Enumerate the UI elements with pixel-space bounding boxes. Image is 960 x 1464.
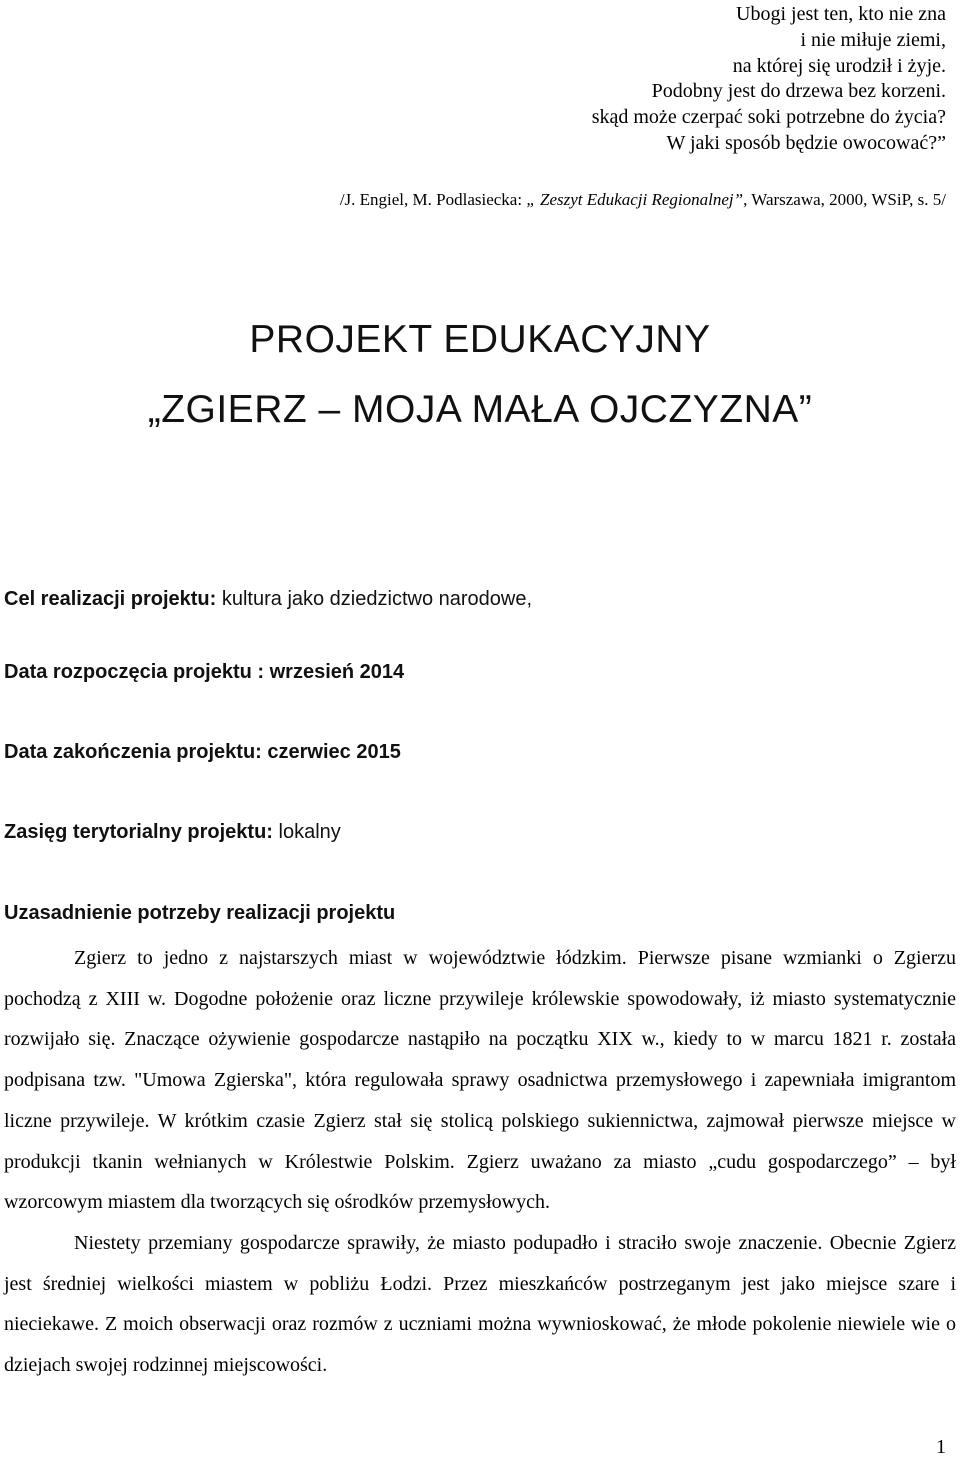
justification-text <box>4 938 956 1386</box>
citation-prefix: /J. Engiel, M. Podlasiecka: <box>339 190 527 209</box>
field-goal-value: kultura jako dziedzictwo narodowe, <box>216 588 533 610</box>
paragraph: Zgierz to jedno z najstarszych miast w województwie łódzkim. Pierwsze pisane wzmianki o Zgierzu pochodzą z XIII w. Dogodne położenie oraz liczne przywileje królewskie spowodowały, iż miasto systematycznie rozwijało się. Znaczące ożywienie gospodarcze nastąpiło na początku XIX w., kiedy to w marcu 1821 r. została podpisana tzw. "Umowa Zgierska", która regulowała sprawy osadnictwa przemysłowego i zapewniała imigrantom liczne przywileje. W krótkim czasie Zgierz stał się stolicą polskiego sukiennictwa, zajmował pierwsze miejsce w produkcji tkanin wełnianych w Królestwie Polskim. Zgierz uważano za miasto „cudu gospodarczego” – był wzorcowym miastem dla tworzących się ośrodków przemysłowych. <box>4 947 956 1214</box>
field-scope-value: lokalny <box>272 821 341 843</box>
epigraph-line: Ubogi jest ten, kto nie zna <box>736 3 946 25</box>
epigraph-line: Podobny jest do drzewa bez korzeni. <box>651 80 946 103</box>
document-subtitle: „ZGIERZ – MOJA MAŁA OJCZYZNA” <box>147 388 813 431</box>
citation-suffix: , Warszawa, 2000, WSiP, s. 5/ <box>743 190 946 209</box>
epigraph-line: skąd może czerpać soki potrzebne do życia? <box>591 106 946 129</box>
epigraph-line: i nie miłuje ziemi, <box>800 28 946 51</box>
field-goal <box>4 588 532 611</box>
epigraph-citation <box>146 190 946 210</box>
field-territorial-scope <box>4 821 341 844</box>
page-number: 1 <box>936 1436 946 1458</box>
epigraph <box>386 2 946 157</box>
field-goal-label: Cel realizacji projektu: <box>4 588 217 610</box>
epigraph-line: W jaki sposób będzie owocować?” <box>666 131 946 154</box>
field-start-date: Data rozpoczęcia projektu : wrzesień 2014 <box>4 661 405 683</box>
document-title: PROJEKT EDUKACYJNY <box>249 318 711 361</box>
citation-title: „ Zeszyt Edukacji Regionalnej” <box>526 190 744 209</box>
section-heading-justification: Uzasadnienie potrzeby realizacji projektu <box>4 902 396 924</box>
field-scope-label: Zasięg terytorialny projektu: <box>4 821 273 843</box>
epigraph-line: na której się urodził i żyje. <box>732 54 946 77</box>
paragraph: Niestety przemiany gospodarcze sprawiły, że miasto podupadło i straciło swoje znaczenie. Obecnie Zgierz jest średniej wielkości miastem w pobliżu Łodzi. Przez mieszkańców postrzeganym jest jako miejsce szare i nieciekawe. Z moich obserwacji oraz rozmów z uczniami można wywnioskować, że młode pokolenie niewiele wie o dziejach swojej rodzinnej miejscowości. <box>4 1231 956 1377</box>
field-end-date: Data zakończenia projektu: czerwiec 2015 <box>4 741 401 763</box>
